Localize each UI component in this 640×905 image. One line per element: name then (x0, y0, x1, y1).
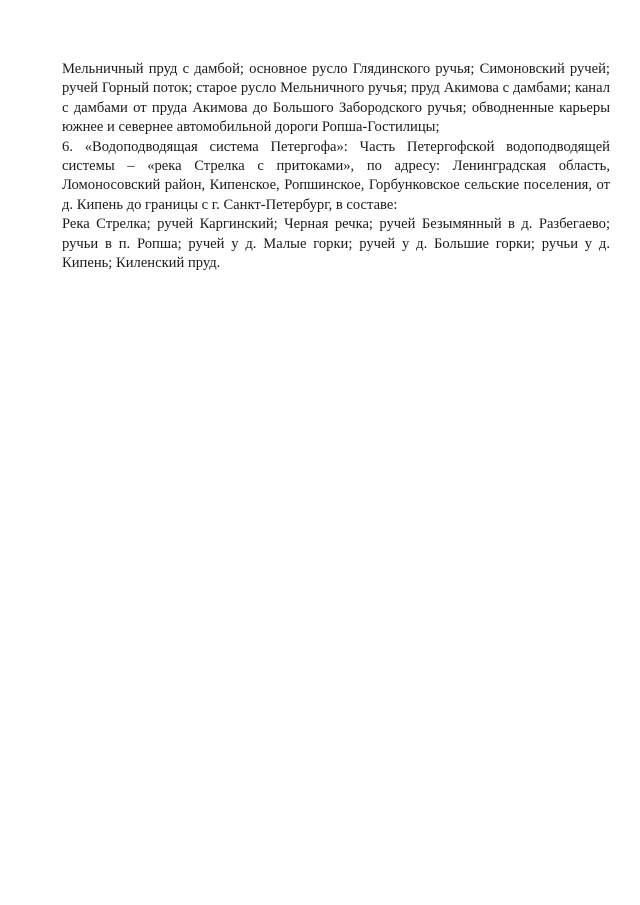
paragraph-item-6-water-system: 6. «Водоподводящая система Петергофа»: Часть Петергофской водоподводящей системы – «река Стрелка с притоками», по адресу: Ленинградская область, Ломоносовский район, Кипенское, Ропшинское, Горбунковское сельские поселения, от д. Кипень до границы с г. Санкт-Петербург, в составе: (62, 138, 610, 213)
document-body (62, 60, 610, 273)
paragraph-streams-list: Река Стрелка; ручей Каргинский; Черная речка; ручей Безымянный в д. Разбегаево; ручьи в п. Ропша; ручей у д. Малые горки; ручей у д. Большие горки; ручьи у д. Кипень; Киленский пруд. (62, 216, 610, 272)
paragraph-water-objects-list: Мельничный пруд с дамбой; основное русло Глядинского ручья; Симоновский ручей; ручей Горный поток; старое русло Мельничного ручья; пруд Акимова с дамбами; канал с дамбами от пруда Акимова до Большого Забородского ручья; обводненные карьеры южнее и севернее автомобильной дороги Ропша-Гостилицы; (62, 61, 610, 136)
